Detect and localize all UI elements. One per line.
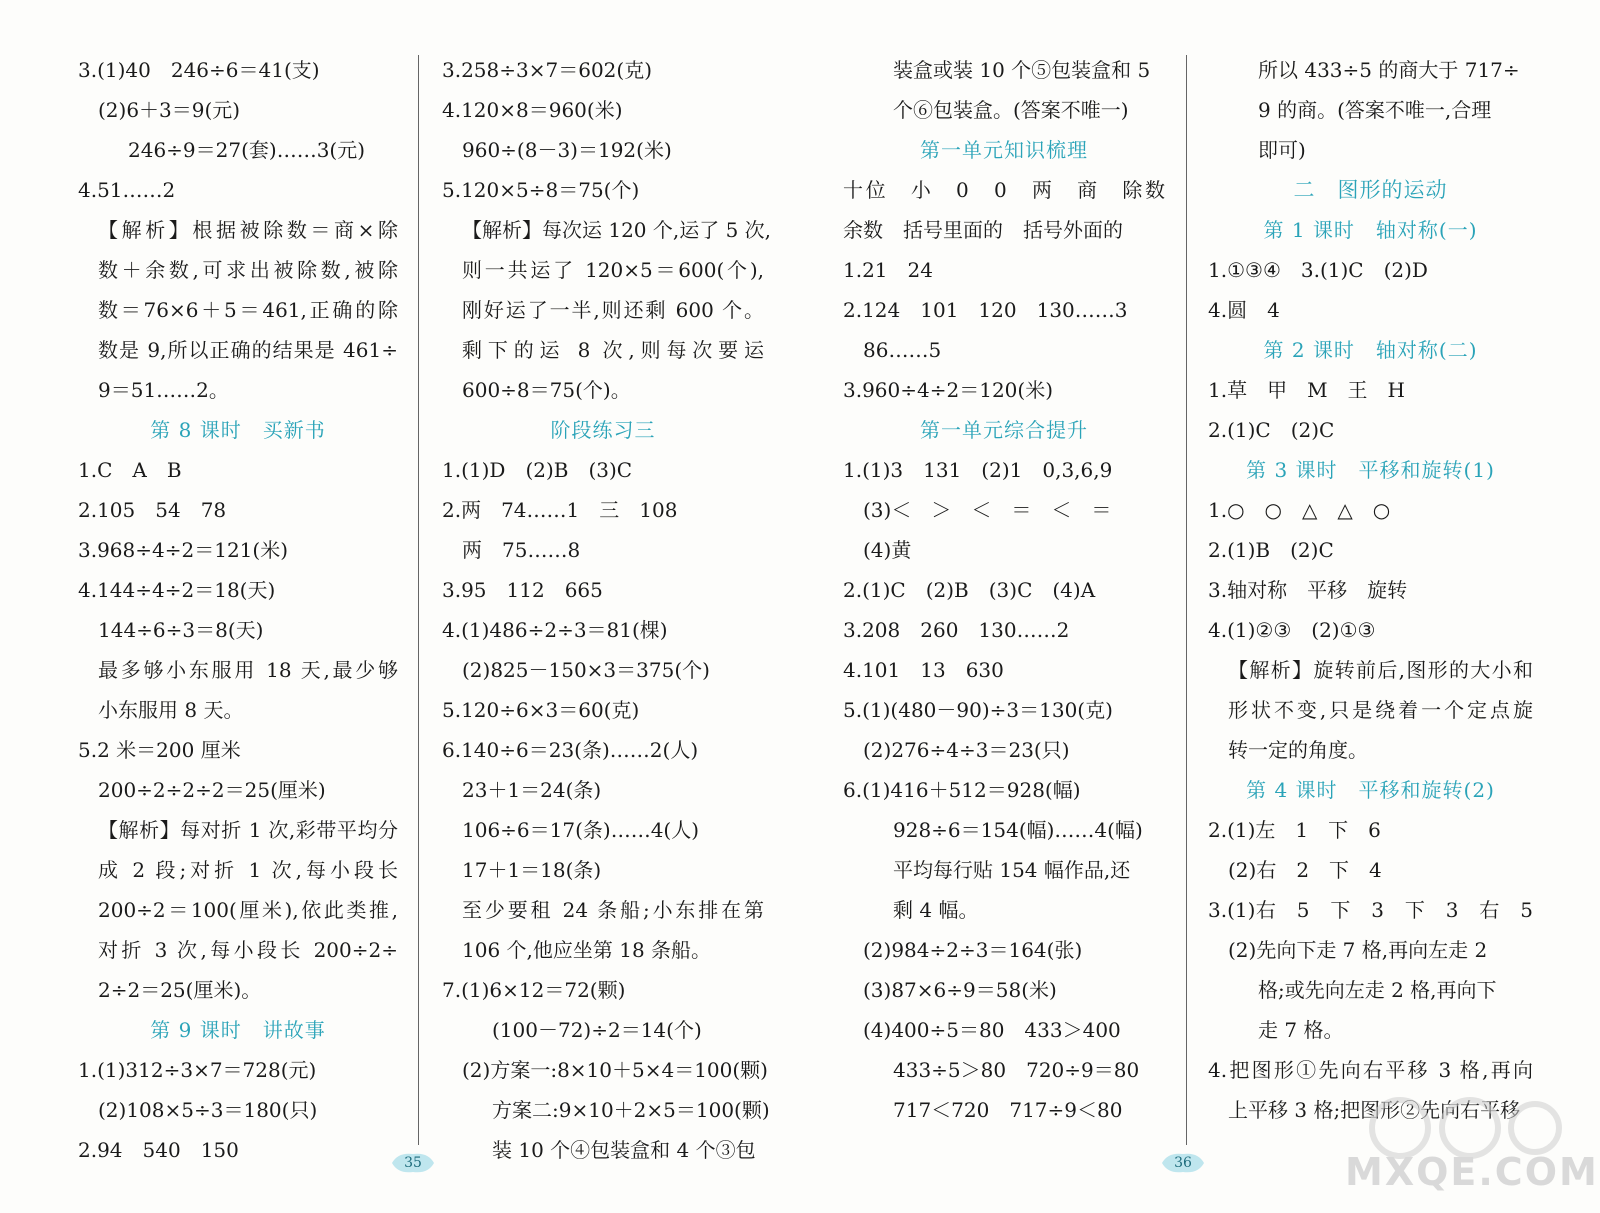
section-heading: 第 3 课时 平移和旋转(1)	[1246, 458, 1495, 482]
answer-line: 717＜720 717÷9＜80	[893, 1098, 1123, 1122]
answer-line: 两 75……8	[462, 538, 581, 562]
answer-line: 2.94 540 150	[78, 1138, 239, 1162]
answer-line: 3.轴对称 平移 旋转	[1208, 578, 1408, 602]
answer-line: (4)400÷5＝80 433＞400	[863, 1018, 1121, 1042]
answer-line: 1.①③④ 3.(1)C (2)D	[1208, 258, 1428, 282]
answer-line: 4.(1)②③ (2)①③	[1208, 618, 1376, 642]
answer-line: (3)87×6÷9＝58(米)	[863, 978, 1057, 1002]
answer-line: 246÷9＝27(套)……3(元)	[128, 138, 366, 162]
section-heading: 第 9 课时 讲故事	[150, 1018, 326, 1042]
answer-line: 960÷(8－3)＝192(米)	[462, 138, 672, 162]
answer-line: 4.101 13 630	[843, 658, 1004, 682]
answer-line: 小东服用 8 天。	[98, 698, 244, 722]
answer-line: (4)黄	[863, 538, 912, 562]
answer-line: 6.(1)416＋512＝928(幅)	[843, 778, 1081, 802]
answer-line: 106 个,他应坐第 18 条船。	[462, 938, 712, 962]
answer-line: 最多够小东服用 18 天,最少够	[98, 658, 398, 682]
answer-line: 1.(1)D (2)B (3)C	[442, 458, 633, 482]
answer-line: 1.21 24	[843, 258, 933, 282]
answer-line: 5.120÷6×3＝60(克)	[442, 698, 640, 722]
answer-line: 106÷6＝17(条)……4(人)	[462, 818, 700, 842]
answer-line: 2÷2＝25(厘米)。	[98, 978, 262, 1002]
answer-line: 余数 括号里面的 括号外面的	[843, 218, 1123, 242]
answer-line: 2.两 74……1 三 108	[442, 498, 678, 522]
answer-line: 1.草 甲 M 王 H	[1208, 378, 1406, 402]
answer-line: 数＋余数,可求出被除数,被除	[98, 258, 398, 282]
column-divider	[1186, 55, 1187, 1145]
answer-line: 4.圆 4	[1208, 298, 1280, 322]
answer-line: 数是 9,所以正确的结果是 461÷	[98, 338, 398, 362]
answer-line: 5.(1)(480－90)÷3＝130(克)	[843, 698, 1113, 722]
answer-line: 剩 4 幅。	[893, 898, 979, 922]
answer-line: 1.○ ○ △ △ ○	[1208, 498, 1391, 522]
answer-line: 5.120×5÷8＝75(个)	[442, 178, 640, 202]
page-number-left	[390, 1150, 436, 1176]
answer-line: 转一定的角度。	[1228, 738, 1368, 762]
answer-line: 格;或先向左走 2 格,再向下	[1258, 978, 1497, 1002]
answer-line: 1.(1)3 131 (2)1 0,3,6,9	[843, 458, 1113, 482]
answer-line: 【解析】每次运 120 个,运了 5 次,	[462, 218, 772, 242]
answer-line: 3.968÷4÷2＝121(米)	[78, 538, 288, 562]
answer-line: 对折 3 次,每小段长 200÷2÷	[98, 938, 398, 962]
answer-line: 7.(1)6×12＝72(颗)	[442, 978, 626, 1002]
answer-line: 2.(1)左 1 下 6	[1208, 818, 1381, 842]
answer-line: 3.208 260 130……2	[843, 618, 1070, 642]
section-heading: 第一单元综合提升	[920, 418, 1088, 442]
answer-line: 9＝51……2。	[98, 378, 229, 402]
answer-line: (2)方案一:8×10＋5×4＝100(颗)	[462, 1058, 768, 1082]
answer-line: 200÷2＝100(厘米),依此类推,	[98, 898, 398, 922]
watermark-text: MXQE.COM	[1345, 1150, 1599, 1194]
answer-line: 600÷8＝75(个)。	[462, 378, 631, 402]
answer-line: 928÷6＝154(幅)……4(幅)	[893, 818, 1143, 842]
answer-line: 即可)	[1258, 138, 1306, 162]
answer-line: 【解析】根据被除数＝商×除	[98, 218, 398, 242]
answer-line: 144÷6÷3＝8(天)	[98, 618, 264, 642]
answer-line: 5.2 米＝200 厘米	[78, 738, 241, 762]
answer-line: 2.105 54 78	[78, 498, 227, 522]
answer-line: 2.(1)C (2)B (3)C (4)A	[843, 578, 1096, 602]
answer-line: 2.124 101 120 130……3	[843, 298, 1128, 322]
answer-line: 3.(1)右 5 下 3 下 3 右 5	[1208, 898, 1533, 922]
page-number-text: 35	[404, 1155, 422, 1171]
answer-line: 方案二:9×10＋2×5＝100(颗)	[492, 1098, 770, 1122]
answer-line: 3.960÷4÷2＝120(米)	[843, 378, 1053, 402]
answer-line: 【解析】每对折 1 次,彩带平均分	[98, 818, 398, 842]
answer-line: 数＝76×6＋5＝461,正确的除	[98, 298, 398, 322]
answer-line: 装 10 个④包装盒和 4 个③包	[492, 1138, 756, 1162]
answer-line: 86……5	[863, 338, 942, 362]
answer-line: 则一共运了 120×5＝600(个),	[462, 258, 764, 282]
answer-line: 形状不变,只是绕着一个定点旋	[1228, 698, 1533, 722]
answer-line: 走 7 格。	[1258, 1018, 1344, 1042]
answer-line: 4.51……2	[78, 178, 176, 202]
answer-line: 4.把图形①先向右平移 3 格,再向	[1208, 1058, 1533, 1082]
answer-line: 上平移 3 格;把图形②先向右平移	[1228, 1098, 1521, 1122]
answer-line: 6.140÷6＝23(条)……2(人)	[442, 738, 699, 762]
answer-line: 十位 小 0 0 两 商 除数	[843, 178, 1165, 202]
answer-line: (3)＜ ＞ ＜ ＝ ＜ ＝	[863, 498, 1112, 522]
answer-column-4	[1208, 50, 1533, 1130]
answer-line: (2)108×5÷3＝180(只)	[98, 1098, 318, 1122]
answer-line: 1.(1)312÷3×7＝728(元)	[78, 1058, 317, 1082]
answer-line: 3.95 112 665	[442, 578, 603, 602]
answer-line: 1.C A B	[78, 458, 182, 482]
answer-line: (2)6＋3＝9(元)	[98, 98, 241, 122]
answer-line: 剩下的运 8 次,则每次要运	[462, 338, 764, 362]
answer-line: (2)右 2 下 4	[1228, 858, 1382, 882]
answer-line: 4.(1)486÷2÷3＝81(棵)	[442, 618, 668, 642]
answer-column-1	[78, 50, 398, 1170]
answer-line: (2)825－150×3＝375(个)	[462, 658, 710, 682]
answer-line: 200÷2÷2÷2＝25(厘米)	[98, 778, 326, 802]
section-heading: 二 图形的运动	[1293, 178, 1448, 202]
answer-line: 4.120×8＝960(米)	[442, 98, 623, 122]
section-heading: 第一单元知识梳理	[920, 138, 1088, 162]
answer-line: 至少要租 24 条船;小东排在第	[462, 898, 764, 922]
answer-line: (2)先向下走 7 格,再向左走 2	[1228, 938, 1488, 962]
answer-line: 2.(1)C (2)C	[1208, 418, 1335, 442]
page-number-text: 36	[1174, 1155, 1192, 1171]
answer-column-3	[843, 50, 1165, 1130]
answer-line: 所以 433÷5 的商大于 717÷	[1258, 58, 1520, 82]
answer-line: 2.(1)B (2)C	[1208, 538, 1334, 562]
answer-line: (2)984÷2÷3＝164(张)	[863, 938, 1083, 962]
section-heading: 阶段练习三	[550, 418, 656, 442]
answer-line: 【解析】旋转前后,图形的大小和	[1228, 658, 1533, 682]
answer-line: 433÷5＞80 720÷9＝80	[893, 1058, 1140, 1082]
answer-line: 刚好运了一半,则还剩 600 个。	[462, 298, 764, 322]
answer-line: 4.144÷4÷2＝18(天)	[78, 578, 276, 602]
answer-column-2	[442, 50, 772, 1170]
answer-line: 3.258÷3×7＝602(克)	[442, 58, 652, 82]
section-heading: 第 4 课时 平移和旋转(2)	[1246, 778, 1495, 802]
answer-line: 平均每行贴 154 幅作品,还	[893, 858, 1131, 882]
answer-line: 个⑥包装盒。(答案不唯一)	[893, 98, 1129, 122]
answer-line: 17＋1＝18(条)	[462, 858, 602, 882]
answer-line: 成 2 段;对折 1 次,每小段长	[98, 858, 398, 882]
answer-line: 9 的商。(答案不唯一,合理	[1258, 98, 1492, 122]
answer-line: 3.(1)40 246÷6＝41(支)	[78, 58, 320, 82]
section-heading: 第 8 课时 买新书	[150, 418, 326, 442]
section-heading: 第 1 课时 轴对称(一)	[1263, 218, 1478, 242]
answer-line: (2)276÷4÷3＝23(只)	[863, 738, 1070, 762]
column-divider	[418, 55, 419, 1145]
page-number-right	[1160, 1150, 1206, 1176]
answer-line: 23＋1＝24(条)	[462, 778, 602, 802]
answer-line: 装盒或装 10 个⑤包装盒和 5	[893, 58, 1151, 82]
section-heading: 第 2 课时 轴对称(二)	[1263, 338, 1478, 362]
answer-line: (100－72)÷2＝14(个)	[492, 1018, 702, 1042]
